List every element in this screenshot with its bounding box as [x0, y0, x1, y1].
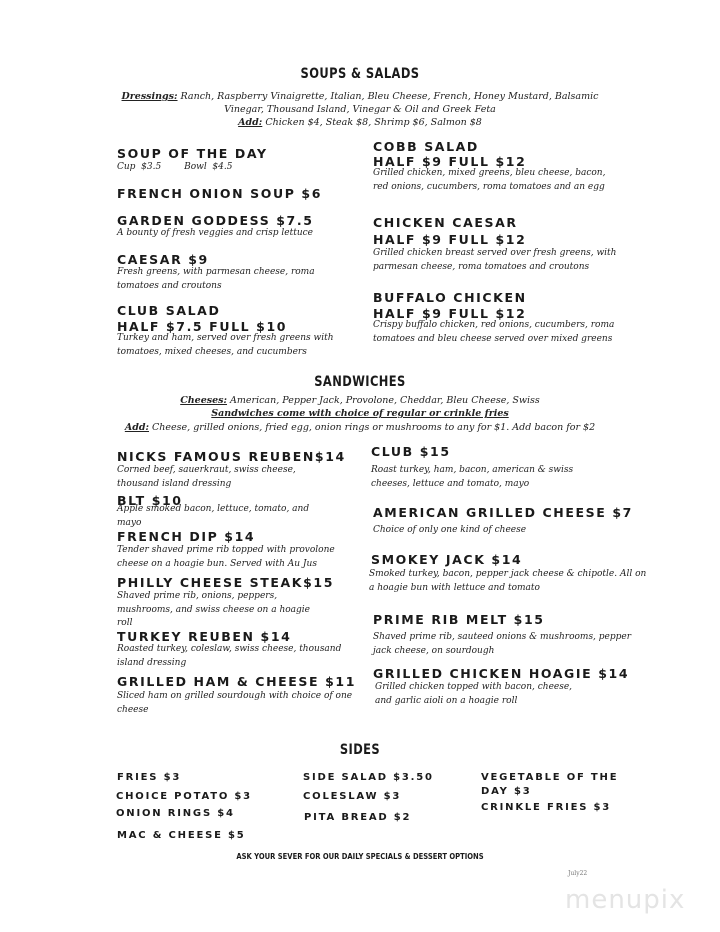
prime-rib-melt-name: PRIME RIB MELT $15 [373, 612, 545, 627]
side-side-salad: SIDE SALAD $3.50 [303, 772, 434, 783]
french-dip-desc: Tender shaved prime rib topped with provolone cheese on a hoagie bun. Served with Au Jus [117, 545, 335, 569]
american-grilled-cheese-name: AMERICAN GRILLED CHEESE $7 [373, 505, 633, 520]
philly-cheese-steak-name: PHILLY CHEESE STEAK$15 [117, 575, 334, 590]
turkey-reuben-name: TURKEY REUBEN $14 [117, 629, 292, 644]
soup-of-the-day-name: SOUP OF THE DAY [117, 146, 268, 161]
side-onion-rings: ONION RINGS $4 [116, 808, 235, 819]
buffalo-chicken-name: BUFFALO CHICKEN [373, 290, 527, 305]
club-salad-name: CLUB SALAD [117, 303, 221, 318]
side-crinkle-fries: CRINKLE FRIES $3 [481, 802, 612, 813]
cobb-salad-price: HALF $9 FULL $12 [373, 154, 527, 169]
grilled-ham-cheese-name: GRILLED HAM & CHEESE $11 [117, 674, 357, 689]
sandwich-add-label: Add: [124, 422, 150, 433]
chicken-caesar-name: CHICKEN CAESAR [373, 215, 518, 230]
blt-desc: Apple smoked bacon, lettuce, tomato, and mayo [117, 504, 310, 528]
salad-add-note [0, 117, 720, 128]
side-vegetable-price: DAY $3 [481, 786, 532, 797]
side-fries: FRIES $3 [117, 772, 182, 783]
dressings-text: Ranch, Raspberry Vinaigrette, Italian, Bleu Cheese, French, Honey Mustard, Balsamic [177, 91, 599, 102]
cobb-salad-desc: Grilled chicken, mixed greens, bleu cheese, bacon, red onions, cucumbers, roma tomatoes and an egg [373, 168, 606, 192]
cheeses-label: Cheeses: [180, 395, 228, 406]
side-coleslaw: COLESLAW $3 [303, 791, 402, 802]
fries-note-text: Sandwiches come with choice of regular or crinkle fries [211, 408, 509, 419]
dressings-label: Dressings: [121, 91, 178, 102]
caesar-name: CAESAR $9 [117, 252, 209, 267]
french-dip-name: FRENCH DIP $14 [117, 529, 256, 544]
menu-date: July22 [568, 870, 588, 877]
turkey-reuben-desc: Roasted turkey, coleslaw, swiss cheese, thousand island dressing [117, 644, 342, 668]
sandwiches-title: SANDWICHES [314, 374, 406, 390]
cheeses-note [0, 395, 720, 406]
club-salad-desc: Turkey and ham, served over fresh greens with tomatoes, mixed cheeses, and cucumbers [117, 333, 334, 357]
chicken-caesar-price: HALF $9 FULL $12 [373, 232, 527, 247]
salad-add-label: Add: [238, 117, 263, 128]
sandwich-add-note [0, 422, 720, 433]
smokey-jack-desc: Smoked turkey, bacon, pepper jack cheese & chipotle. All on a hoagie bun with lettuce and tomato [369, 569, 647, 593]
dressings-note [0, 91, 720, 102]
fries-note [0, 408, 720, 419]
grilled-ham-cheese-desc: Sliced ham on grilled sourdough with choice of one cheese [117, 691, 353, 715]
grilled-chicken-hoagie-name: GRILLED CHICKEN HOAGIE $14 [373, 666, 630, 681]
club-sandwich-name: CLUB $15 [371, 444, 451, 459]
soup-of-the-day-price: Cup $3.5 Bowl $4.5 [117, 162, 233, 172]
dressings-note-line2: Vinegar, Thousand Island, Vinegar & Oil and Greek Feta [224, 104, 496, 115]
cheeses-text: American, Pepper Jack, Provolone, Cheddar, Bleu Cheese, Swiss [227, 395, 540, 406]
reuben-name: NICKS FAMOUS REUBEN$14 [117, 449, 346, 464]
american-grilled-cheese-desc: Choice of only one kind of cheese [373, 525, 527, 535]
chicken-caesar-desc: Grilled chicken breast served over fresh greens, with parmesan cheese, roma tomatoes and croutons [373, 248, 617, 272]
buffalo-chicken-price: HALF $9 FULL $12 [373, 306, 527, 321]
soups-salads-title: SOUPS & SALADS [300, 66, 420, 82]
garden-goddess-desc: A bounty of fresh veggies and crisp lettuce [117, 228, 314, 238]
salad-add-text: Chicken $4, Steak $8, Shrimp $6, Salmon $8 [262, 117, 482, 128]
club-sandwich-desc: Roast turkey, ham, bacon, american & swiss cheeses, lettuce and tomato, mayo [371, 465, 574, 489]
smokey-jack-name: SMOKEY JACK $14 [371, 552, 523, 567]
garden-goddess-name: GARDEN GODDESS $7.5 [117, 213, 314, 228]
club-salad-price: HALF $7.5 FULL $10 [117, 319, 288, 334]
grilled-chicken-hoagie-desc: Grilled chicken topped with bacon, cheese, and garlic aioli on a hoagie roll [375, 682, 573, 706]
prime-rib-melt-desc: Shaved prime rib, sauteed onions & mushrooms, pepper jack cheese, on sourdough [373, 632, 632, 656]
side-vegetable: VEGETABLE OF THE [481, 772, 619, 783]
side-choice-potato: CHOICE POTATO $3 [116, 791, 252, 802]
blt-name: BLT $10 [117, 493, 183, 508]
side-pita-bread: PITA BREAD $2 [304, 812, 412, 823]
caesar-desc: Fresh greens, with parmesan cheese, roma tomatoes and croutons [117, 267, 315, 291]
buffalo-chicken-desc: Crispy buffalo chicken, red onions, cucumbers, roma tomatoes and bleu cheese served over mixed greens [373, 320, 615, 344]
philly-cheese-steak-desc: Shaved prime rib, onions, peppers, mushrooms, and swiss cheese on a hoagie roll [117, 591, 310, 628]
sandwich-add-text: Cheese, grilled onions, fried egg, onion rings or mushrooms to any for $1. Add bacon for $2 [149, 422, 596, 433]
cobb-salad-name: COBB SALAD [373, 139, 479, 154]
french-onion-soup-name: FRENCH ONION SOUP $6 [117, 186, 323, 201]
sides-title: SIDES [339, 742, 381, 758]
reuben-desc: Corned beef, sauerkraut, swiss cheese, thousand island dressing [117, 465, 296, 489]
side-mac-cheese: MAC & CHEESE $5 [117, 830, 246, 841]
menupix-watermark: menupix [565, 885, 686, 915]
footer-note: ASK YOUR SEVER FOR OUR DAILY SPECIALS & DESSERT OPTIONS [236, 852, 484, 861]
